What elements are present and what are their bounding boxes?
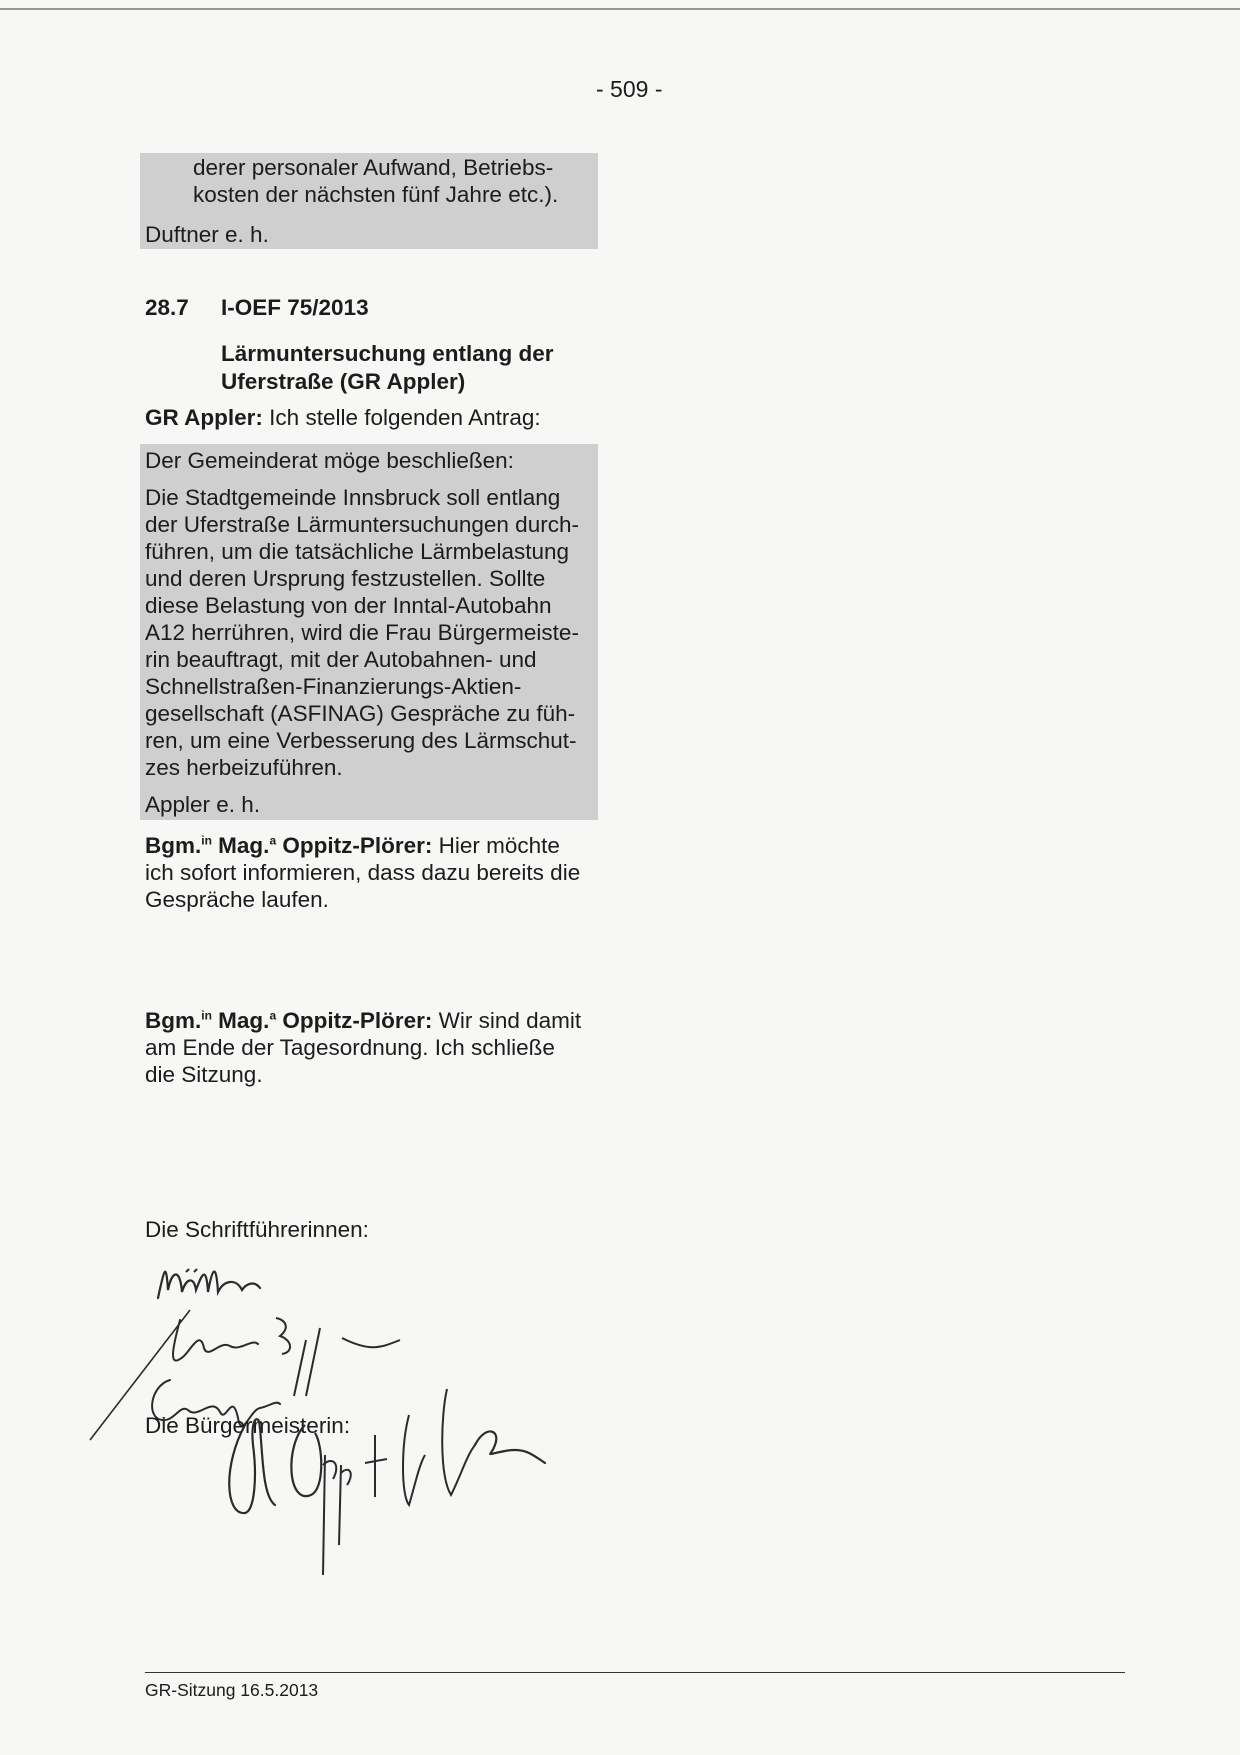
speaker-name: Oppitz-Plörer: [276,1008,433,1033]
speaker-degree-suffix: a [269,833,277,848]
motion-line: der Uferstraße Lärmuntersuchungen durch- [145,512,579,537]
motion-line: ren, um eine Verbesserung des Lärmschut- [145,728,577,753]
secretaries-label: Die Schriftführerinnen: [145,1217,369,1242]
motion-line: gesellschaft (ASFINAG) Gespräche zu füh- [145,701,576,726]
statement-2-line-1 [145,1007,597,1034]
statement-2-line-2: am Ende der Tagesordnung. Ich schließe [145,1035,555,1060]
footer-text: GR-Sitzung 16.5.2013 [145,1680,319,1700]
statement-1-line-1 [145,832,597,859]
top-scan-edge [0,8,1240,10]
speaker-title: Bgm. [145,833,202,858]
statement-2-text: Wir sind damit [432,1008,582,1033]
block1-line-1: derer personaler Aufwand, Betriebs- [193,155,554,180]
speaker-degree-suffix: a [269,1008,277,1023]
speaker-degree: Mag. [211,833,270,858]
motion-line: und deren Ursprung festzustellen. Sollte [145,566,546,591]
motion-intro-text: Ich stelle folgenden Antrag: [262,405,541,430]
motion-line: Die Stadtgemeinde Innsbruck soll entlang [145,485,561,510]
statement-1-line-3: Gespräche laufen. [145,887,329,912]
item-number: 28.7 [145,295,189,320]
speaker-title: Bgm. [145,1008,202,1033]
item-id: I-OEF 75/2013 [221,295,369,320]
page-number: - 509 - [596,76,663,102]
footer-rule [145,1672,1125,1673]
motion-line: rin beauftragt, mit der Autobahnen- und [145,647,537,672]
motion-line: diese Belastung von der Inntal-Autobahn [145,593,552,618]
item-title [221,340,601,396]
motion-intro-speaker: GR Appler: [145,405,263,430]
block1-result: Duftner e. h. [145,222,269,247]
motion-intro [145,404,597,431]
mayor-signature [215,1385,595,1585]
motion-line: führen, um die tatsächliche Lärmbelastung [145,539,569,564]
statement-1-speaker [145,833,432,858]
motion-preamble: Der Gemeinderat möge beschließen: [145,448,514,473]
statement-1-line-2: ich sofort informieren, dass dazu bereits die [145,860,581,885]
statement-1-text: Hier möchte [432,833,560,858]
block1-line-2: kosten der nächsten fünf Jahre etc.). [193,182,559,207]
statement-2-speaker [145,1008,432,1033]
statement-2-line-3: die Sitzung. [145,1062,263,1087]
speaker-title-suffix: in [201,833,212,848]
item-title-line-2: Uferstraße (GR Appler) [221,369,466,394]
speaker-name: Oppitz-Plörer: [276,833,433,858]
speaker-title-suffix: in [201,1008,212,1023]
motion-result: Appler e. h. [145,792,261,817]
motion-line: Schnellstraßen-Finanzierungs-Aktien- [145,674,522,699]
motion-line: A12 herrühren, wird die Frau Bürgermeiste- [145,620,579,645]
motion-line: zes herbeizuführen. [145,755,343,780]
speaker-degree: Mag. [211,1008,270,1033]
mayor-label: Die Bürgermeisterin: [145,1413,351,1438]
item-title-line-1: Lärmuntersuchung entlang der [221,341,554,366]
